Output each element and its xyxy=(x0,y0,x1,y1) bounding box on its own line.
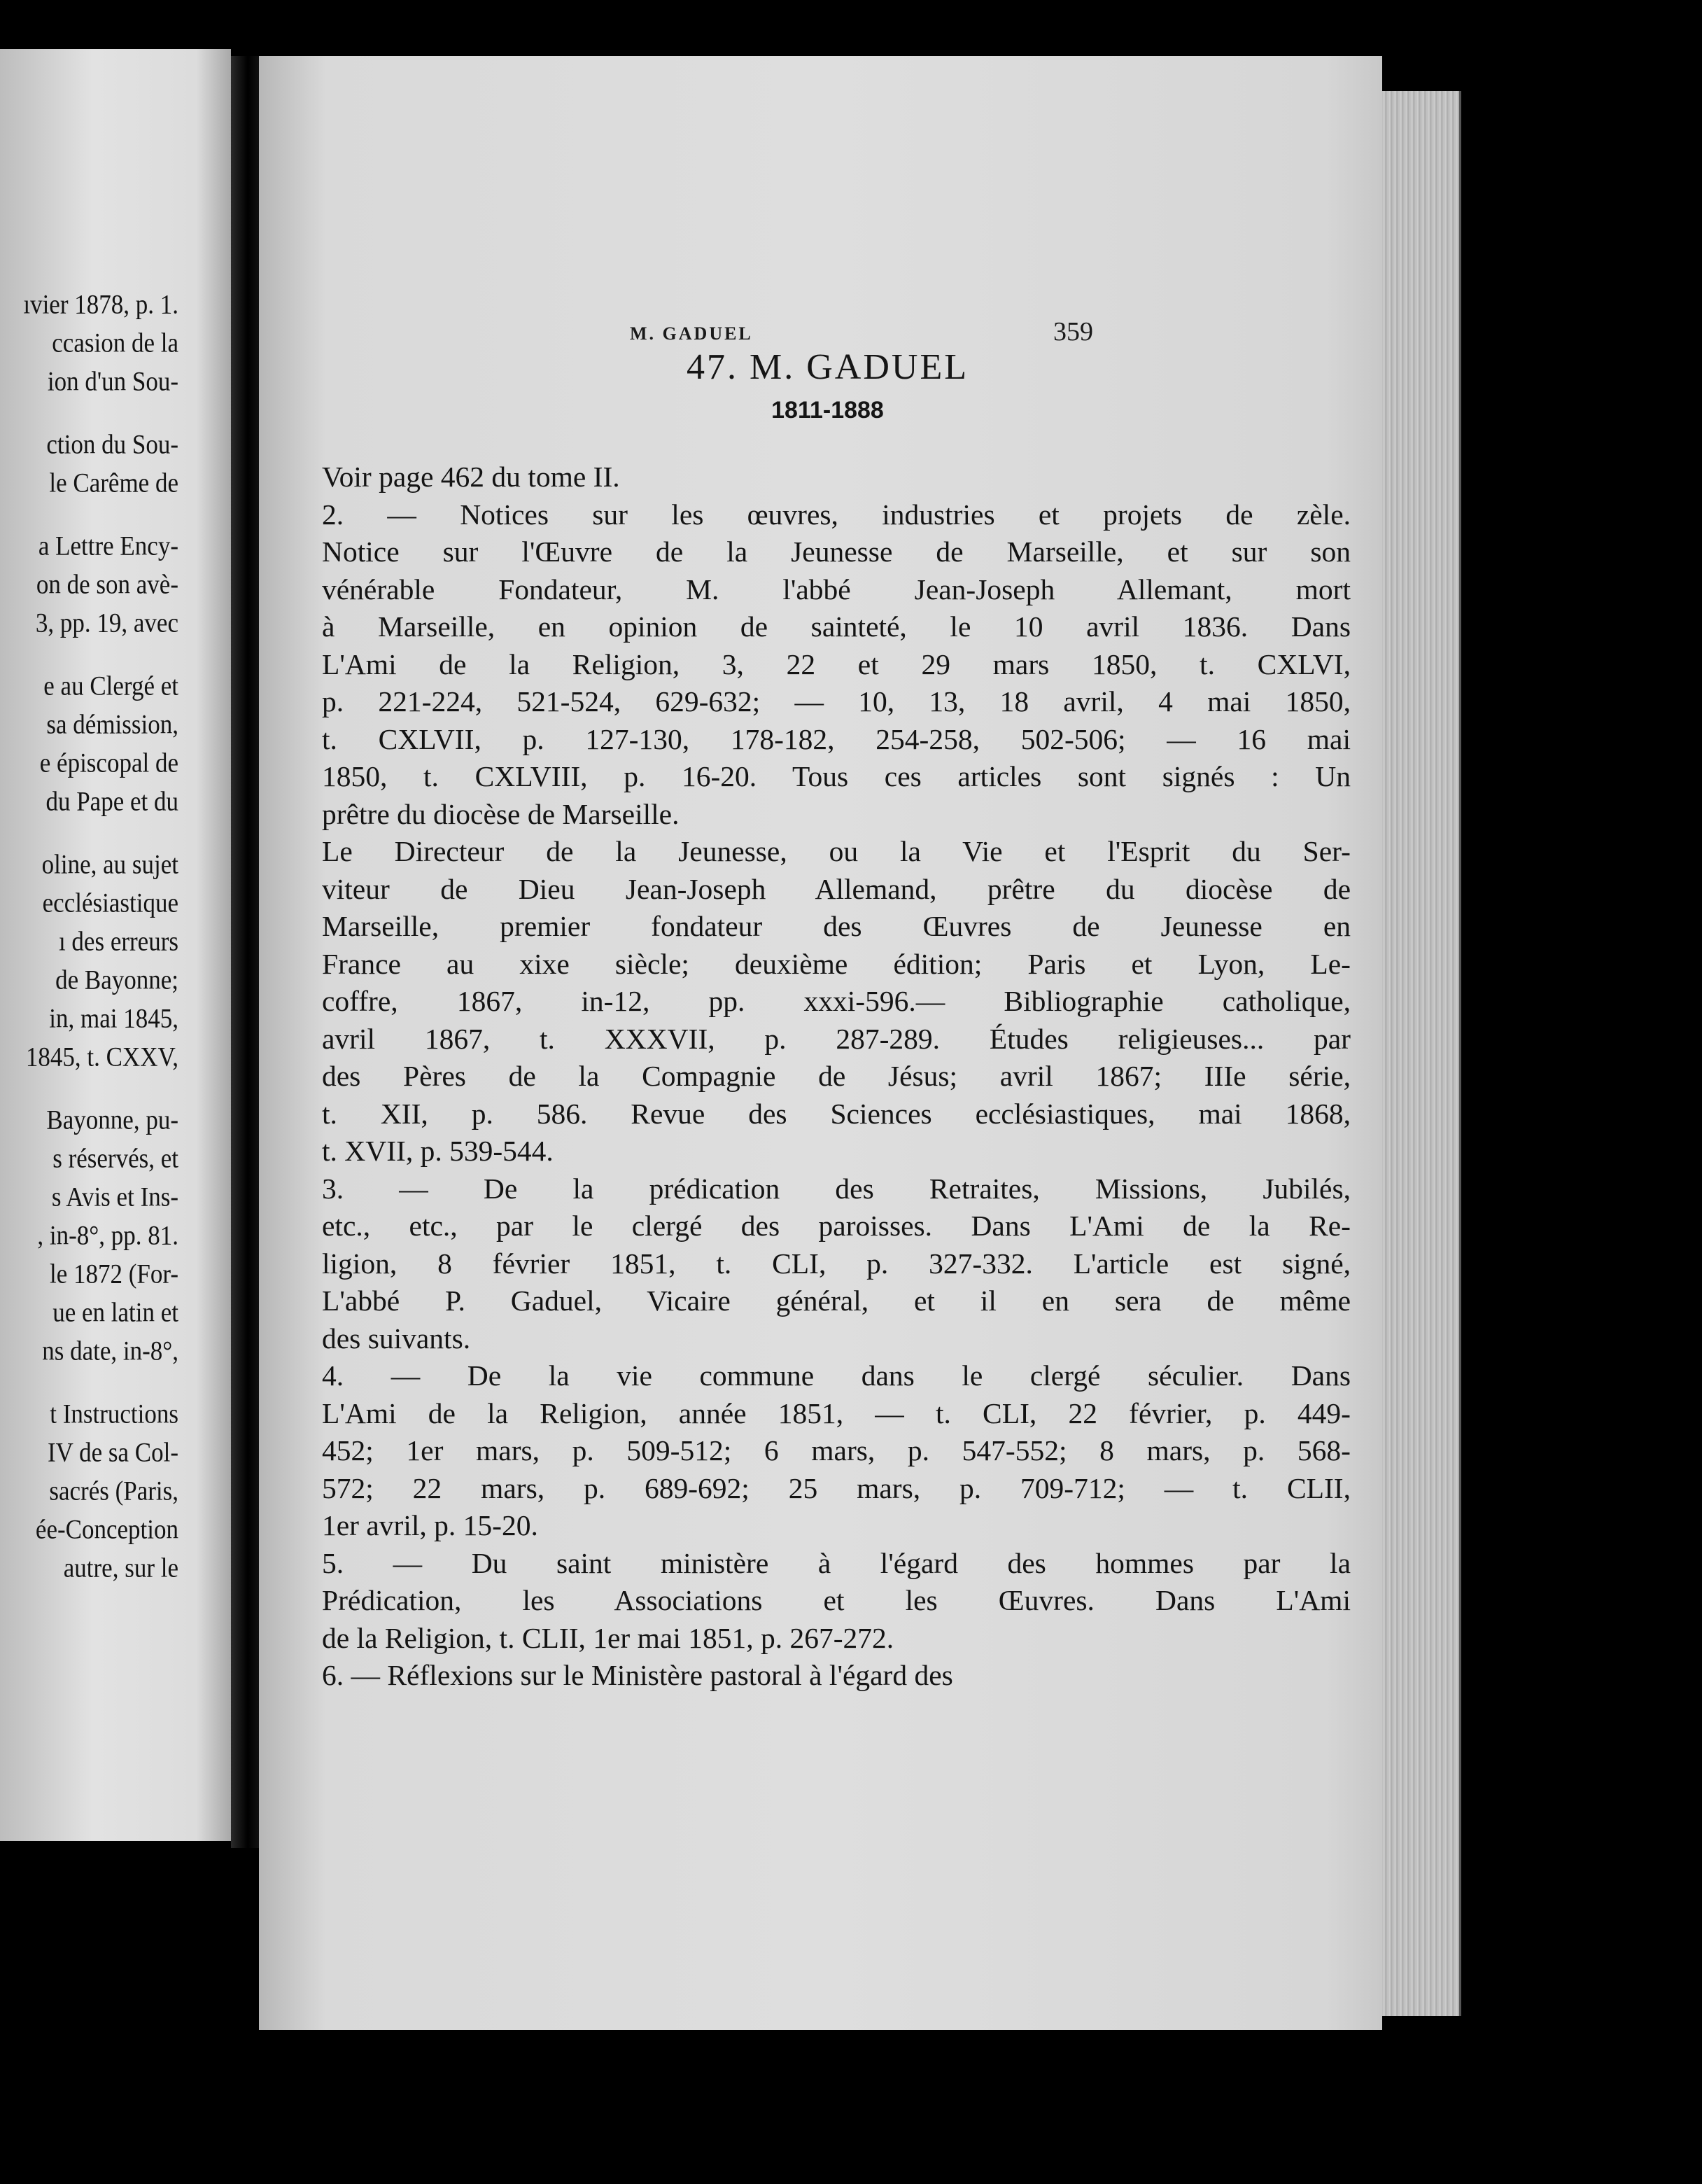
body-line: coffre, 1867, in-12, pp. xxxi-596.— Bibliographie catholique, xyxy=(322,985,1351,1017)
left-page-line: in, mai 1845, xyxy=(49,1002,178,1034)
page-block-edge xyxy=(1382,91,1461,2016)
body-line: 452; 1er mars, p. 509-512; 6 mars, p. 547-552; 8 mars, p. 568- xyxy=(322,1434,1351,1466)
body-line: 572; 22 mars, p. 689-692; 25 mars, p. 709-712; — t. CLII, xyxy=(322,1471,1351,1504)
left-page-line: s Avis et Ins- xyxy=(51,1181,178,1212)
life-dates-text: 1811-1888 xyxy=(771,397,884,424)
left-page-line: a Lettre Ency- xyxy=(38,530,178,561)
body-text xyxy=(322,458,1351,1695)
body-line: prêtre du diocèse de Marseille. xyxy=(322,797,680,830)
left-page-line: 1845, t. CXXV, xyxy=(25,1041,178,1072)
body-line: t. XVII, p. 539-544. xyxy=(322,1135,554,1167)
body-line: ligion, 8 février 1851, t. CLI, p. 327-332. L'article est signé, xyxy=(322,1247,1351,1280)
body-line: des suivants. xyxy=(322,1322,471,1354)
left-page-line: ée-Conception xyxy=(35,1513,178,1545)
body-line: 6. — Réflexions sur le Ministère pastoral à l'égard des xyxy=(322,1659,953,1691)
left-page-line: Bayonne, pu- xyxy=(46,1104,178,1135)
body-line: vénérable Fondateur, M. l'abbé Jean-Joseph Allemant, mort xyxy=(322,573,1351,606)
left-page-line: ns date, in-8°, xyxy=(42,1335,178,1366)
left-page-line: 3, pp. 19, avec xyxy=(35,607,178,638)
life-dates xyxy=(259,397,1382,424)
body-line: p. 221-224, 521-524, 629-632; — 10, 13, 18 avril, 4 mai 1850, xyxy=(322,685,1351,718)
left-page-line: ue en latin et xyxy=(52,1296,178,1328)
body-line: 4. — De la vie commune dans le clergé séculier. Dans xyxy=(322,1359,1351,1392)
body-line: France au xixe siècle; deuxième édition; Paris et Lyon, Le- xyxy=(322,947,1351,980)
left-page-line: ecclésiastique xyxy=(42,887,178,918)
body-line: 5. — Du saint ministère à l'égard des hommes par la xyxy=(322,1546,1351,1579)
section-heading xyxy=(259,346,1382,388)
body-line: avril 1867, t. XXXVII, p. 287-289. Études religieuses... par xyxy=(322,1022,1351,1055)
body-line: 2. — Notices sur les œuvres, industries et projets de zèle. xyxy=(322,498,1351,531)
left-page-line: on de son avè- xyxy=(36,568,178,600)
body-line: L'abbé P. Gaduel, Vicaire général, et il en sera de même xyxy=(322,1284,1351,1317)
book-gutter xyxy=(231,56,259,1848)
body-line: t. XII, p. 586. Revue des Sciences ecclésiastiques, mai 1868, xyxy=(322,1097,1351,1130)
body-line: Le Directeur de la Jeunesse, ou la Vie et l'Esprit du Ser- xyxy=(322,835,1351,867)
left-page-line: de Bayonne; xyxy=(55,964,178,995)
left-page-line: , in-8°, pp. 81. xyxy=(37,1219,178,1251)
section-heading-text: 47. M. GADUEL xyxy=(687,347,969,387)
left-page-line: e au Clergé et xyxy=(43,670,178,701)
body-line: L'Ami de la Religion, année 1851, — t. CLI, 22 février, p. 449- xyxy=(322,1396,1351,1429)
left-page-line: ı des erreurs xyxy=(58,925,178,957)
body-line: 1850, t. CXLVIII, p. 16-20. Tous ces articles sont signés : Un xyxy=(322,760,1351,792)
left-page-line: sacrés (Paris, xyxy=(49,1475,178,1506)
left-page-line: t Instructions xyxy=(50,1398,178,1429)
body-line: viteur de Dieu Jean-Joseph Allemand, prêtre du diocèse de xyxy=(322,872,1351,905)
body-line: 3. — De la prédication des Retraites, Missions, Jubilés, xyxy=(322,1172,1351,1205)
left-page-line: e épiscopal de xyxy=(39,747,178,778)
body-line: Marseille, premier fondateur des Œuvres de Jeunesse en xyxy=(322,910,1351,942)
left-page-line: le Carême de xyxy=(49,467,178,498)
right-page xyxy=(259,56,1382,2030)
left-page-line: s réservés, et xyxy=(52,1142,178,1174)
page-number: 359 xyxy=(1053,317,1093,346)
left-page-line: autre, sur le xyxy=(63,1552,178,1583)
body-line: Notice sur l'Œuvre de la Jeunesse de Marseille, et sur son xyxy=(322,536,1351,568)
body-line: Prédication, les Associations et les Œuvres. Dans L'Ami xyxy=(322,1584,1351,1616)
body-line: des Pères de la Compagnie de Jésus; avril 1867; IIIe série, xyxy=(322,1060,1351,1092)
body-line: L'Ami de la Religion, 3, 22 et 29 mars 1850, t. CXLVI, xyxy=(322,648,1351,680)
left-page-line: ccasion de la xyxy=(52,327,178,358)
body-line: de la Religion, t. CLII, 1er mai 1851, p. 267-272. xyxy=(322,1621,894,1654)
left-page-line: IV de sa Col- xyxy=(48,1436,178,1468)
left-page-line: ction du Sou- xyxy=(46,428,178,460)
body-line: etc., etc., par le clergé des paroisses. Dans L'Ami de la Re- xyxy=(322,1210,1351,1242)
body-line: à Marseille, en opinion de sainteté, le 10 avril 1836. Dans xyxy=(322,610,1351,643)
left-page xyxy=(0,49,231,1841)
left-page-line: le 1872 (For- xyxy=(50,1258,178,1289)
left-page-line: ıvier 1878, p. 1. xyxy=(23,288,178,320)
left-page-line: oline, au sujet xyxy=(41,848,178,880)
left-page-line: du Pape et du xyxy=(45,785,178,817)
body-line: 1er avril, p. 15-20. xyxy=(322,1509,538,1541)
left-page-line: sa démission, xyxy=(46,708,178,740)
left-page-line: ion d'un Sou- xyxy=(47,365,178,397)
running-head-title: M. GADUEL xyxy=(630,323,753,344)
body-line: t. CXLVII, p. 127-130, 178-182, 254-258, 502-506; — 16 mai xyxy=(322,722,1351,755)
body-line: Voir page 462 du tome II. xyxy=(322,461,620,493)
